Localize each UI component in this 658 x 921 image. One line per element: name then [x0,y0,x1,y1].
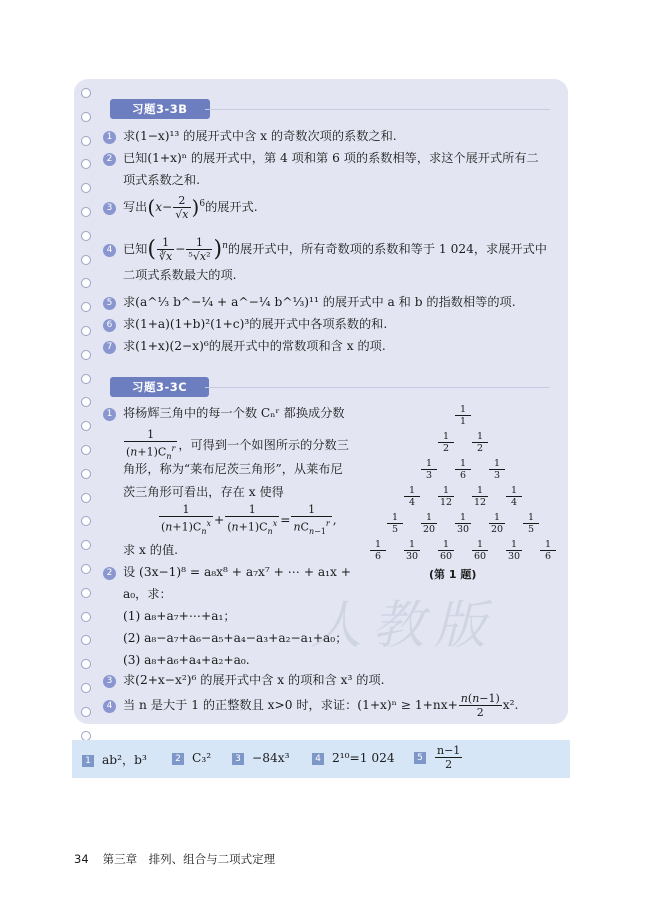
answer-3: 3 −84x³ [232,751,289,765]
watermark: 人教版 [310,596,497,656]
problem-b3: 3 写出(x− $\frac{2}{√x}$ )$^6$的展开式. [103,192,258,221]
figure-caption: (第 1 题) [429,568,477,581]
answer-1: 1 ab²，b³ [82,751,147,768]
problem-c2-line2: a₀，求： [123,587,172,601]
triangle-fraction: 1 20 [422,512,436,535]
problem-c2: 2 设 (3x−1)⁸ = a₈x⁸ + a₇x⁷ + ⋯ + a₁x + [103,560,351,585]
problem-c1: 1 将杨辉三角中的每一个数 Cₙʳ 都换成分数 [103,401,345,426]
triangle-fraction: 1 30 [456,512,470,535]
problem-c1-line2: $\frac{1}{(n+1)C_n^r}$ ，可得到一个如图所示的分数三 [126,428,349,461]
chapter-title: 第三章 排列、组合与二项式定理 [102,852,276,866]
triangle-fraction: 1 30 [405,539,419,562]
notebook-rings [81,88,91,754]
triangle-fraction: 1 2 [438,431,454,454]
problem-c3: 3 求(2+x−x²)⁶ 的展开式中含 x 的项和含 x³ 的项. [103,668,385,693]
triangle-fraction: 1 12 [473,485,487,508]
section-b-title: 习题3-3B [110,99,210,119]
answer-bar [72,740,570,778]
problem-b2: 2 已知(1+x)ⁿ 的展开式中，第 4 项和第 6 项的系数相等，求这个展开式所有二 [103,146,539,171]
section-c-title: 习题3-3C [110,377,209,397]
problem-b1: 1 求(1−x)¹³ 的展开式中含 x 的奇数次项的系数之和. [103,124,397,149]
triangle-fraction: 1 1 [455,404,471,427]
answer-4: 4 2¹⁰=1 024 [312,751,395,765]
triangle-fraction: 1 60 [439,539,453,562]
problem-b7: 7 求(1+x)(2−x)⁶的展开式中的常数项和含 x 的项. [103,334,386,359]
section-c-header [110,376,550,396]
triangle-fraction: 1 4 [404,485,420,508]
triangle-fraction: 1 20 [490,512,504,535]
problem-b6: 6 求(1+a)(1+b)²(1+c)³的展开式中各项系数的和. [103,312,387,337]
problem-c2-part2: (2) a₈−a₇+a₆−a₅+a₄−a₃+a₂−a₁+a₀； [123,631,348,645]
answer-5: 5 $\frac{n-1}{2}$ [414,744,463,771]
problem-c1-line4: 茨三角形可看出，存在 x 使得 [123,485,284,499]
page-footer [74,851,275,867]
triangle-fraction: 1 5 [523,512,539,535]
problem-c1-line5: 求 x 的值. [123,543,179,557]
triangle-fraction: 1 30 [507,539,521,562]
problem-c1-line3: 角形，称为“莱布尼茨三角形”，从莱布尼 [123,462,343,476]
problem-c2-part1: (1) a₈+a₇+⋯+a₁； [123,609,236,623]
triangle-fraction: 1 6 [540,539,556,562]
triangle-fraction: 1 12 [439,485,453,508]
problem-b4-cont: 二项式系数最大的项. [123,268,237,282]
problem-c4: 4 当 n 是大于 1 的正整数且 x>0 时，求证：(1+x)ⁿ ≥ 1+nx+ $\frac{n(n-1)}{2}$ x². [103,692,518,719]
triangle-fraction: 1 5 [387,512,403,535]
triangle-fraction: 1 6 [370,539,386,562]
triangle-fraction: 1 4 [506,485,522,508]
leibniz-triangle [368,404,568,574]
triangle-fraction: 1 6 [455,458,471,481]
problem-b4: 4 已知( $\frac{1}{∛x}$ − $\frac{1}{\text{⁵√x²}}$ )$^n$的展开式中，所有奇数项的系数和等于 1 024，求展开式中 [103,234,547,263]
triangle-fraction: 1 2 [472,431,488,454]
problem-b5: 5 求(a^⅓ b^−¼ + a^−¼ b^⅓)¹¹ 的展开式中 a 和 b 的指数相等的项. [103,290,516,315]
triangle-fraction: 1 3 [421,458,437,481]
triangle-fraction: 1 60 [473,539,487,562]
section-b-header [110,98,550,118]
problem-b2-cont: 项式系数之和. [123,173,200,187]
triangle-fraction: 1 3 [489,458,505,481]
problem-c2-part3: (3) a₈+a₆+a₄+a₂+a₀. [123,653,250,667]
page-number: 34 [74,852,89,866]
problem-c1-equation: $\frac{1}{(n+1)C_n^x}$ + $\frac{1}{(n+1)C_n^x}$ = $\frac{1}{nC_{n-1}^r}$ , [161,503,337,536]
answer-2: 2 C₃² [172,751,211,765]
